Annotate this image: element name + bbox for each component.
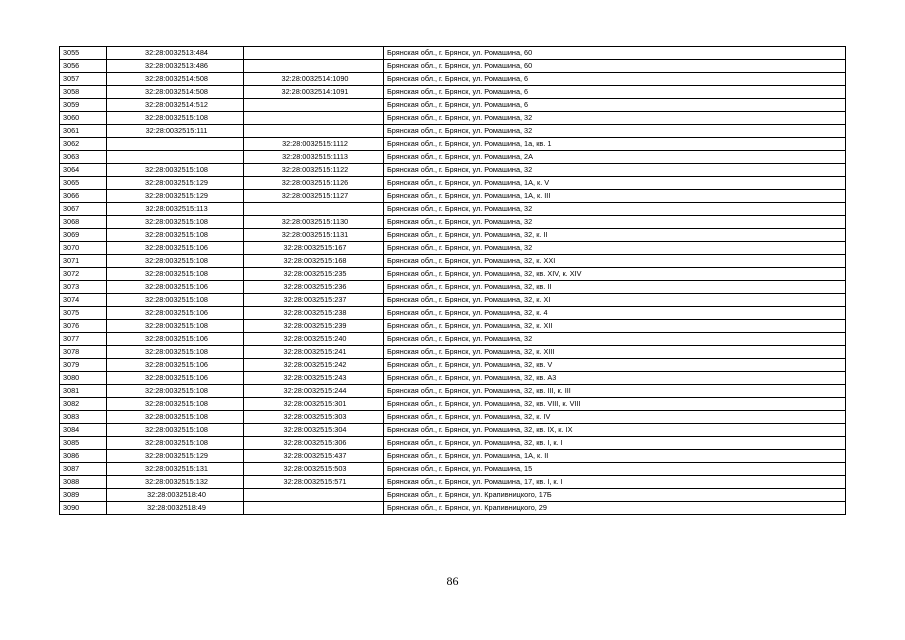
- parcel-cadastral-number-cell: 32:28:0032515:108: [107, 320, 244, 333]
- address-cell: Брянская обл., г. Брянск, ул. Ромашина, 32, к. XII: [384, 320, 846, 333]
- table-row: [60, 281, 846, 294]
- object-cadastral-number-cell: 32:28:0032515:243: [244, 372, 384, 385]
- address-cell: Брянская обл., г. Брянск, ул. Ромашина, 32: [384, 203, 846, 216]
- parcel-cadastral-number-cell: 32:28:0032515:129: [107, 450, 244, 463]
- row-number-cell: 3087: [60, 463, 107, 476]
- parcel-cadastral-number-cell: 32:28:0032513:486: [107, 60, 244, 73]
- row-number-cell: 3061: [60, 125, 107, 138]
- parcel-cadastral-number-cell: 32:28:0032515:108: [107, 255, 244, 268]
- table-row: [60, 359, 846, 372]
- object-cadastral-number-cell: [244, 203, 384, 216]
- address-cell: Брянская обл., г. Брянск, ул. Ромашина, 32: [384, 164, 846, 177]
- parcel-cadastral-number-cell: 32:28:0032515:108: [107, 268, 244, 281]
- table-row: [60, 320, 846, 333]
- row-number-cell: 3085: [60, 437, 107, 450]
- parcel-cadastral-number-cell: 32:28:0032518:40: [107, 489, 244, 502]
- parcel-cadastral-number-cell: 32:28:0032515:111: [107, 125, 244, 138]
- object-cadastral-number-cell: [244, 112, 384, 125]
- parcel-cadastral-number-cell: 32:28:0032518:49: [107, 502, 244, 515]
- parcel-cadastral-number-cell: 32:28:0032515:113: [107, 203, 244, 216]
- object-cadastral-number-cell: 32:28:0032515:244: [244, 385, 384, 398]
- address-cell: Брянская обл., г. Брянск, ул. Ромашина, 32, к. II: [384, 229, 846, 242]
- parcel-cadastral-number-cell: 32:28:0032514:508: [107, 73, 244, 86]
- parcel-cadastral-number-cell: 32:28:0032515:131: [107, 463, 244, 476]
- table-row: [60, 424, 846, 437]
- table-row: [60, 151, 846, 164]
- address-cell: Брянская обл., г. Брянск, ул. Ромашина, 32, кв. II: [384, 281, 846, 294]
- address-cell: Брянская обл., г. Брянск, ул. Ромашина, 32, к. XXI: [384, 255, 846, 268]
- row-number-cell: 3055: [60, 47, 107, 60]
- object-cadastral-number-cell: 32:28:0032515:168: [244, 255, 384, 268]
- table-row: [60, 242, 846, 255]
- table-row: [60, 502, 846, 515]
- cadastral-register-table: [59, 46, 846, 515]
- address-cell: Брянская обл., г. Брянск, ул. Ромашина, 2А: [384, 151, 846, 164]
- object-cadastral-number-cell: 32:28:0032515:236: [244, 281, 384, 294]
- row-number-cell: 3062: [60, 138, 107, 151]
- row-number-cell: 3080: [60, 372, 107, 385]
- address-cell: Брянская обл., г. Брянск, ул. Ромашина, 1А, к. V: [384, 177, 846, 190]
- parcel-cadastral-number-cell: 32:28:0032515:108: [107, 385, 244, 398]
- object-cadastral-number-cell: 32:28:0032515:1122: [244, 164, 384, 177]
- parcel-cadastral-number-cell: 32:28:0032515:106: [107, 372, 244, 385]
- row-number-cell: 3067: [60, 203, 107, 216]
- parcel-cadastral-number-cell: 32:28:0032514:508: [107, 86, 244, 99]
- address-cell: Брянская обл., г. Брянск, ул. Ромашина, 32, кв. IX, к. IX: [384, 424, 846, 437]
- object-cadastral-number-cell: 32:28:0032515:306: [244, 437, 384, 450]
- row-number-cell: 3089: [60, 489, 107, 502]
- table-row: [60, 86, 846, 99]
- parcel-cadastral-number-cell: 32:28:0032515:106: [107, 242, 244, 255]
- parcel-cadastral-number-cell: 32:28:0032513:484: [107, 47, 244, 60]
- row-number-cell: 3064: [60, 164, 107, 177]
- table-row: [60, 255, 846, 268]
- object-cadastral-number-cell: 32:28:0032515:304: [244, 424, 384, 437]
- parcel-cadastral-number-cell: 32:28:0032515:108: [107, 216, 244, 229]
- row-number-cell: 3058: [60, 86, 107, 99]
- table-row: [60, 385, 846, 398]
- table-row: [60, 99, 846, 112]
- row-number-cell: 3077: [60, 333, 107, 346]
- row-number-cell: 3079: [60, 359, 107, 372]
- parcel-cadastral-number-cell: 32:28:0032515:129: [107, 177, 244, 190]
- parcel-cadastral-number-cell: 32:28:0032515:108: [107, 346, 244, 359]
- object-cadastral-number-cell: 32:28:0032515:1113: [244, 151, 384, 164]
- table-row: [60, 190, 846, 203]
- parcel-cadastral-number-cell: 32:28:0032515:108: [107, 424, 244, 437]
- address-cell: Брянская обл., г. Брянск, ул. Ромашина, 60: [384, 47, 846, 60]
- table-row: [60, 450, 846, 463]
- object-cadastral-number-cell: 32:28:0032514:1090: [244, 73, 384, 86]
- parcel-cadastral-number-cell: 32:28:0032515:132: [107, 476, 244, 489]
- object-cadastral-number-cell: 32:28:0032515:167: [244, 242, 384, 255]
- table-row: [60, 268, 846, 281]
- row-number-cell: 3069: [60, 229, 107, 242]
- parcel-cadastral-number-cell: [107, 151, 244, 164]
- table-row: [60, 489, 846, 502]
- object-cadastral-number-cell: [244, 60, 384, 73]
- row-number-cell: 3073: [60, 281, 107, 294]
- row-number-cell: 3076: [60, 320, 107, 333]
- object-cadastral-number-cell: 32:28:0032515:235: [244, 268, 384, 281]
- page-number: 86: [446, 574, 459, 588]
- address-cell: Брянская обл., г. Брянск, ул. Ромашина, 60: [384, 60, 846, 73]
- parcel-cadastral-number-cell: 32:28:0032515:108: [107, 164, 244, 177]
- object-cadastral-number-cell: 32:28:0032515:237: [244, 294, 384, 307]
- row-number-cell: 3078: [60, 346, 107, 359]
- address-cell: Брянская обл., г. Брянск, ул. Ромашина, 32, к. 4: [384, 307, 846, 320]
- table-row: [60, 229, 846, 242]
- address-cell: Брянская обл., г. Брянск, ул. Ромашина, 32, кв. VIII, к. VIII: [384, 398, 846, 411]
- object-cadastral-number-cell: 32:28:0032515:1130: [244, 216, 384, 229]
- table-row: [60, 411, 846, 424]
- address-cell: Брянская обл., г. Брянск, ул. Ромашина, 1а, кв. 1: [384, 138, 846, 151]
- row-number-cell: 3071: [60, 255, 107, 268]
- table-row: [60, 47, 846, 60]
- table-row: [60, 60, 846, 73]
- row-number-cell: 3086: [60, 450, 107, 463]
- object-cadastral-number-cell: 32:28:0032515:303: [244, 411, 384, 424]
- object-cadastral-number-cell: [244, 99, 384, 112]
- object-cadastral-number-cell: 32:28:0032515:1127: [244, 190, 384, 203]
- address-cell: Брянская обл., г. Брянск, ул. Крапивницкого, 29: [384, 502, 846, 515]
- table-row: [60, 203, 846, 216]
- object-cadastral-number-cell: 32:28:0032515:240: [244, 333, 384, 346]
- parcel-cadastral-number-cell: 32:28:0032515:106: [107, 281, 244, 294]
- address-cell: Брянская обл., г. Брянск, ул. Ромашина, 32: [384, 112, 846, 125]
- address-cell: Брянская обл., г. Брянск, ул. Крапивницкого, 17Б: [384, 489, 846, 502]
- row-number-cell: 3090: [60, 502, 107, 515]
- row-number-cell: 3063: [60, 151, 107, 164]
- parcel-cadastral-number-cell: 32:28:0032515:108: [107, 411, 244, 424]
- row-number-cell: 3060: [60, 112, 107, 125]
- parcel-cadastral-number-cell: 32:28:0032515:106: [107, 359, 244, 372]
- row-number-cell: 3072: [60, 268, 107, 281]
- address-cell: Брянская обл., г. Брянск, ул. Ромашина, 32, к. XI: [384, 294, 846, 307]
- row-number-cell: 3075: [60, 307, 107, 320]
- object-cadastral-number-cell: [244, 125, 384, 138]
- address-cell: Брянская обл., г. Брянск, ул. Ромашина, 32, кв. V: [384, 359, 846, 372]
- row-number-cell: 3088: [60, 476, 107, 489]
- address-cell: Брянская обл., г. Брянск, ул. Ромашина, 32: [384, 242, 846, 255]
- parcel-cadastral-number-cell: 32:28:0032515:108: [107, 398, 244, 411]
- address-cell: Брянская обл., г. Брянск, ул. Ромашина, 1А, к. II: [384, 450, 846, 463]
- address-cell: Брянская обл., г. Брянск, ул. Ромашина, 32, кв. III, к. III: [384, 385, 846, 398]
- address-cell: Брянская обл., г. Брянск, ул. Ромашина, 6: [384, 73, 846, 86]
- parcel-cadastral-number-cell: 32:28:0032515:108: [107, 437, 244, 450]
- row-number-cell: 3066: [60, 190, 107, 203]
- row-number-cell: 3057: [60, 73, 107, 86]
- table-row: [60, 216, 846, 229]
- address-cell: Брянская обл., г. Брянск, ул. Ромашина, 6: [384, 86, 846, 99]
- object-cadastral-number-cell: 32:28:0032515:1112: [244, 138, 384, 151]
- row-number-cell: 3070: [60, 242, 107, 255]
- address-cell: Брянская обл., г. Брянск, ул. Ромашина, 32: [384, 125, 846, 138]
- address-cell: Брянская обл., г. Брянск, ул. Ромашина, 32: [384, 333, 846, 346]
- row-number-cell: 3083: [60, 411, 107, 424]
- row-number-cell: 3068: [60, 216, 107, 229]
- address-cell: Брянская обл., г. Брянск, ул. Ромашина, 17, кв. I, к. I: [384, 476, 846, 489]
- address-cell: Брянская обл., г. Брянск, ул. Ромашина, 32, кв. А3: [384, 372, 846, 385]
- table-row: [60, 73, 846, 86]
- address-cell: Брянская обл., г. Брянск, ул. Ромашина, 32, кв. I, к. I: [384, 437, 846, 450]
- row-number-cell: 3081: [60, 385, 107, 398]
- address-cell: Брянская обл., г. Брянск, ул. Ромашина, 32: [384, 216, 846, 229]
- table-row: [60, 372, 846, 385]
- table-row: [60, 138, 846, 151]
- parcel-cadastral-number-cell: 32:28:0032515:108: [107, 229, 244, 242]
- parcel-cadastral-number-cell: 32:28:0032515:106: [107, 307, 244, 320]
- parcel-cadastral-number-cell: [107, 138, 244, 151]
- object-cadastral-number-cell: 32:28:0032515:242: [244, 359, 384, 372]
- table-row: [60, 177, 846, 190]
- object-cadastral-number-cell: 32:28:0032515:1131: [244, 229, 384, 242]
- object-cadastral-number-cell: 32:28:0032515:1126: [244, 177, 384, 190]
- table-row: [60, 476, 846, 489]
- table-row: [60, 463, 846, 476]
- row-number-cell: 3084: [60, 424, 107, 437]
- table-row: [60, 307, 846, 320]
- table-row: [60, 125, 846, 138]
- table-row: [60, 112, 846, 125]
- object-cadastral-number-cell: [244, 502, 384, 515]
- parcel-cadastral-number-cell: 32:28:0032515:108: [107, 112, 244, 125]
- table-row: [60, 164, 846, 177]
- parcel-cadastral-number-cell: 32:28:0032515:108: [107, 294, 244, 307]
- table-row: [60, 346, 846, 359]
- table-row: [60, 333, 846, 346]
- address-cell: Брянская обл., г. Брянск, ул. Ромашина, 32, к. XIII: [384, 346, 846, 359]
- object-cadastral-number-cell: [244, 47, 384, 60]
- object-cadastral-number-cell: 32:28:0032515:241: [244, 346, 384, 359]
- object-cadastral-number-cell: 32:28:0032515:301: [244, 398, 384, 411]
- table-row: [60, 398, 846, 411]
- table-row: [60, 437, 846, 450]
- address-cell: Брянская обл., г. Брянск, ул. Ромашина, 1А, к. III: [384, 190, 846, 203]
- object-cadastral-number-cell: 32:28:0032515:239: [244, 320, 384, 333]
- address-cell: Брянская обл., г. Брянск, ул. Ромашина, 32, к. IV: [384, 411, 846, 424]
- address-cell: Брянская обл., г. Брянск, ул. Ромашина, 32, кв. XIV, к. XIV: [384, 268, 846, 281]
- table-body: [60, 47, 846, 515]
- object-cadastral-number-cell: 32:28:0032515:238: [244, 307, 384, 320]
- address-cell: Брянская обл., г. Брянск, ул. Ромашина, 6: [384, 99, 846, 112]
- row-number-cell: 3056: [60, 60, 107, 73]
- row-number-cell: 3082: [60, 398, 107, 411]
- address-cell: Брянская обл., г. Брянск, ул. Ромашина, 15: [384, 463, 846, 476]
- row-number-cell: 3074: [60, 294, 107, 307]
- parcel-cadastral-number-cell: 32:28:0032515:129: [107, 190, 244, 203]
- table-row: [60, 294, 846, 307]
- object-cadastral-number-cell: 32:28:0032515:571: [244, 476, 384, 489]
- row-number-cell: 3065: [60, 177, 107, 190]
- object-cadastral-number-cell: [244, 489, 384, 502]
- parcel-cadastral-number-cell: 32:28:0032514:512: [107, 99, 244, 112]
- object-cadastral-number-cell: 32:28:0032515:503: [244, 463, 384, 476]
- object-cadastral-number-cell: 32:28:0032514:1091: [244, 86, 384, 99]
- parcel-cadastral-number-cell: 32:28:0032515:106: [107, 333, 244, 346]
- row-number-cell: 3059: [60, 99, 107, 112]
- object-cadastral-number-cell: 32:28:0032515:437: [244, 450, 384, 463]
